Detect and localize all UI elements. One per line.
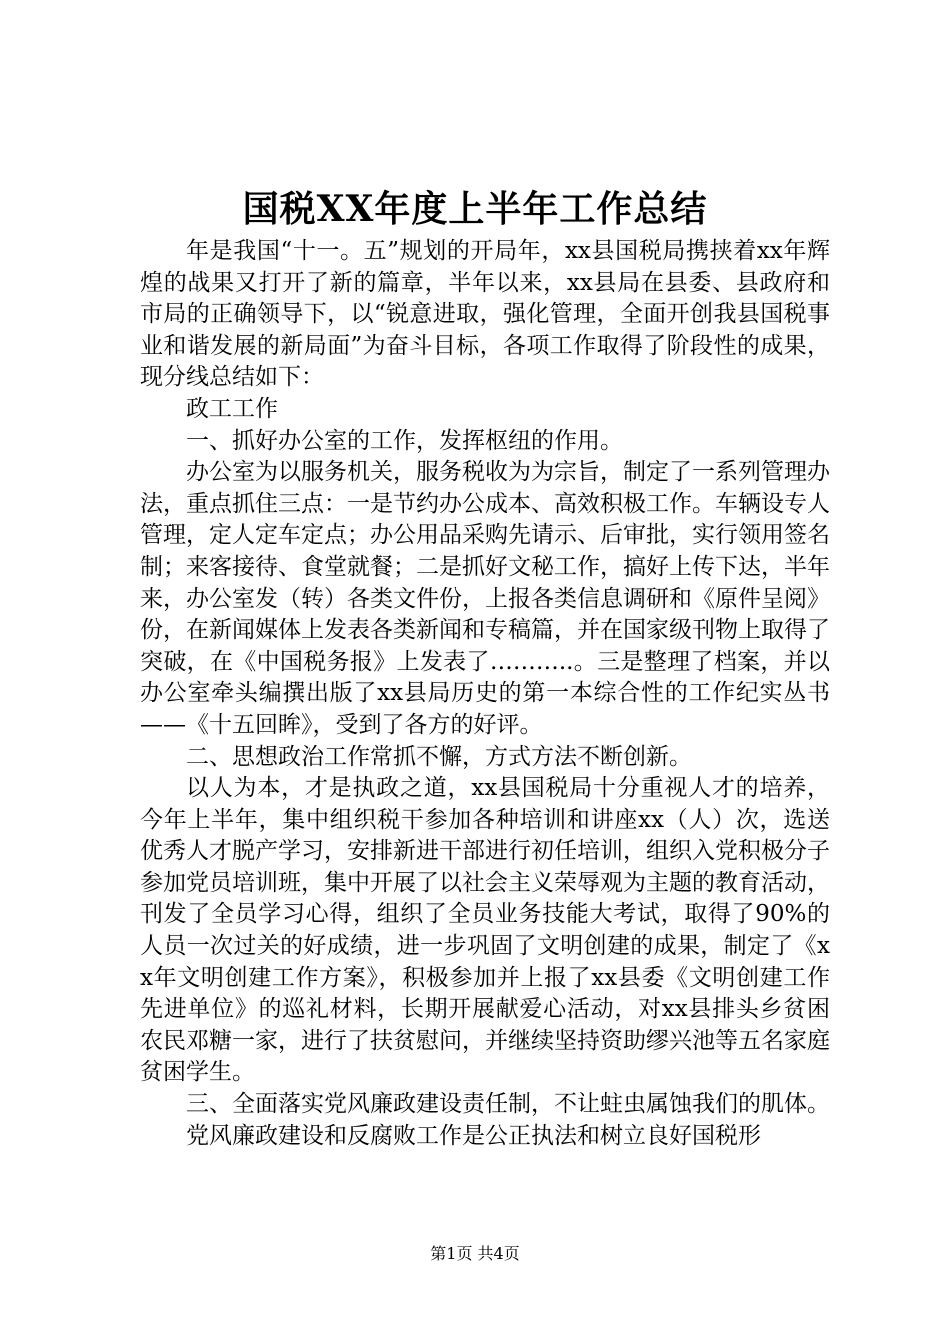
subheading-ideological-work: 二、思想政治工作常抓不懈，方式方法不断创新。 xyxy=(186,743,692,770)
page-footer: 第1页 共4页 xyxy=(430,1244,520,1263)
document-body xyxy=(140,236,830,1152)
ideological-work-paragraph: 以人为本，才是执政之道，xx县国税局十分重视人才的培养，今年上半年，集中组织税干参加各种培训和讲座xx（人）次，选送优秀人才脱产学习，安排新进干部进行初任培训，组织入党积极分子参加党员培训班，集中开展了以社会主义荣辱观为主题的教育活动，刊发了全员学习心得，组织了全员业务技能大考试，取得了90%的人员一次过关的好成绩，进一步巩固了文明创建的成果，制定了《xx年文明创建工作方案》，积极参加并上报了xx县委《文明创建工作先进单位》的巡礼材料，长期开展献爱心活动，对xx县排头乡贫困农民邓糖一家，进行了扶贫慰问，并继续坚持资助缪兴池等五名家庭贫困学生。 xyxy=(140,775,830,1086)
document-title: 国税XX年度上半年工作总结 xyxy=(242,188,708,230)
intro-paragraph: 年是我国“十一。五”规划的开局年，xx县国税局携挟着xx年辉煌的战果又打开了新的篇章，半年以来，xx县局在县委、县政府和市局的正确领导下，以“锐意进取，强化管理，全面开创我县国税事业和谐发展的新局面”为奋斗目标，各项工作取得了阶段性的成果，现分线总结如下： xyxy=(140,238,830,391)
office-work-paragraph: 办公室为以服务机关，服务税收为为宗旨，制定了一系列管理办法，重点抓住三点：一是节约办公成本、高效积极工作。车辆设专人管理，定人定车定点；办公用品采购先请示、后审批，实行领用签名制；来客接待、食堂就餐；二是抓好文秘工作，搞好上传下达，半年来，办公室发（转）各类文件份，上报各类信息调研和《原件呈阅》份，在新闻媒体上发表各类新闻和专稿篇，并在国家级刊物上取得了突破，在《中国税务报》上发表了………..。三是整理了档案，并以办公室牵头编撰出版了xx县局历史的第一本综合性的工作纪实丛书——《十五回眸》，受到了各方的好评。 xyxy=(140,459,830,738)
section-heading-political-work: 政工工作 xyxy=(186,395,278,422)
subheading-integrity-work: 三、全面落实党风廉政建设责任制，不让蛀虫属蚀我们的肌体。 xyxy=(186,1091,830,1118)
integrity-work-paragraph: 党风廉政建设和反腐败工作是公正执法和树立良好国税形 xyxy=(186,1122,761,1149)
subheading-office-work: 一、抓好办公室的工作，发挥枢纽的作用。 xyxy=(186,427,623,454)
